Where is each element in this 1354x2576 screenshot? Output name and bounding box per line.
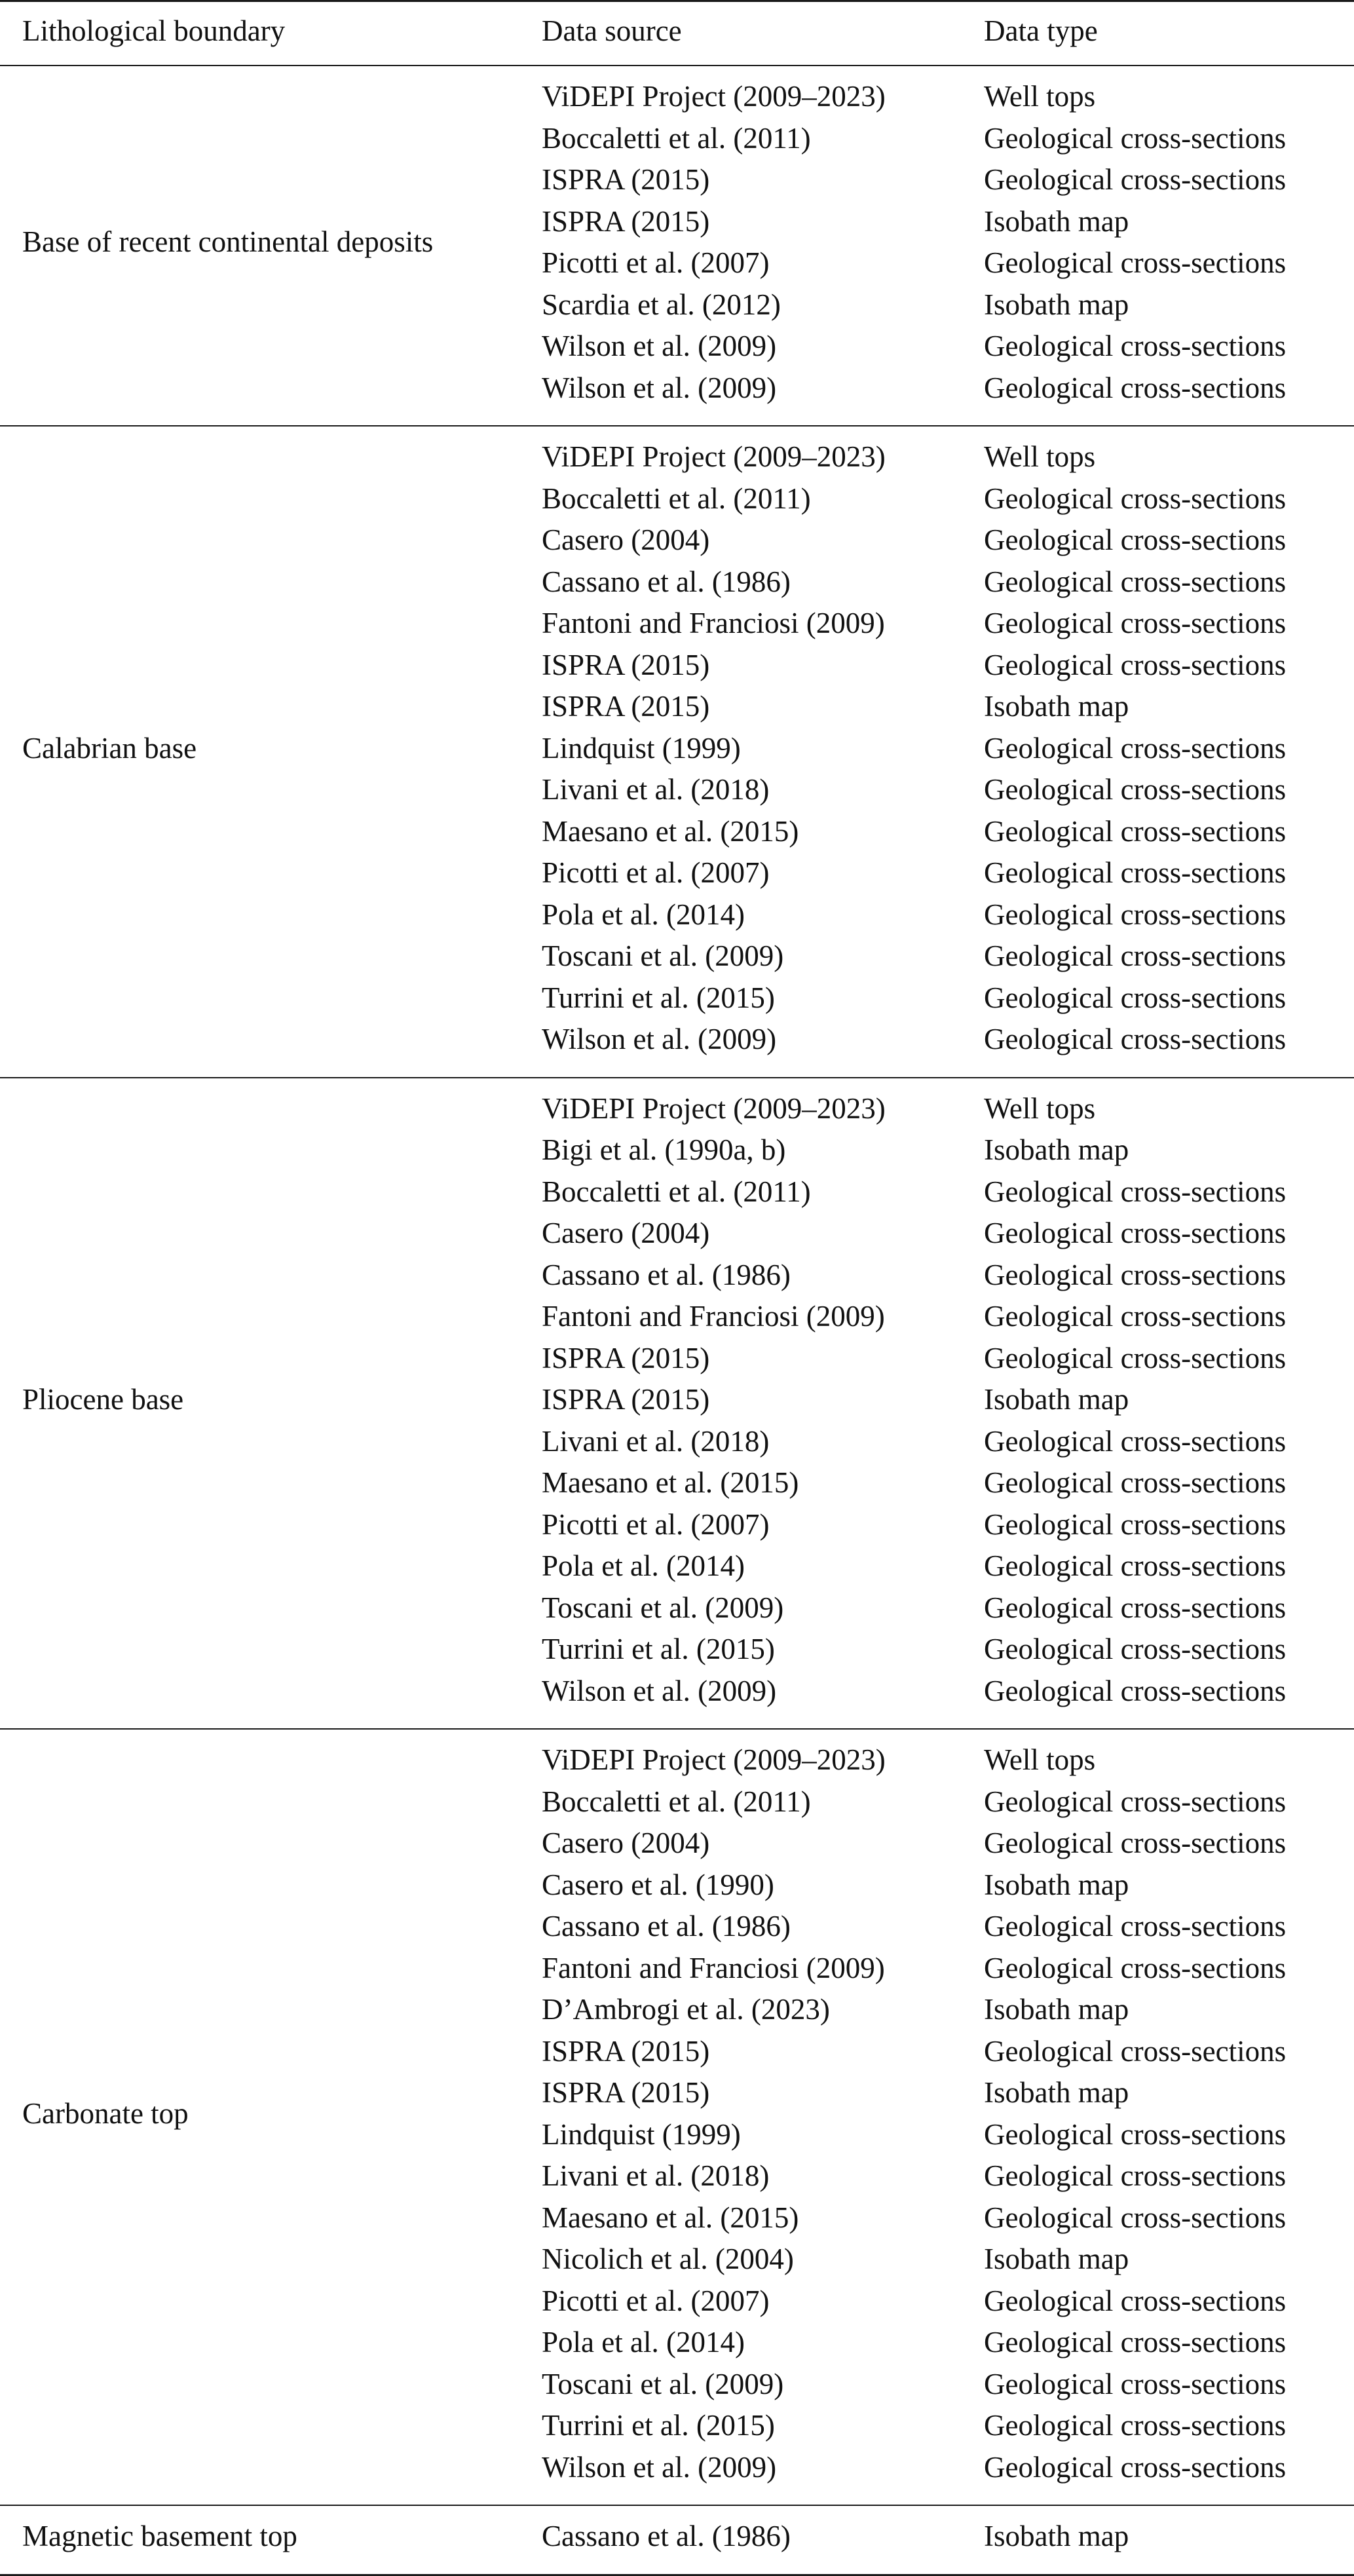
data-source-cell: Fantoni and Franciosi (2009) xyxy=(542,1300,885,1333)
data-source-cell: Maesano et al. (2015) xyxy=(542,2201,799,2234)
data-type-cell: Geological cross-sections xyxy=(984,898,1287,931)
data-type-cell: Geological cross-sections xyxy=(984,121,1287,155)
group-separator-rule xyxy=(0,425,1354,426)
header-data-source: Data source xyxy=(542,14,682,47)
data-source-cell: D’Ambrogi et al. (2023) xyxy=(542,1993,830,2026)
data-source-cell: Toscani et al. (2009) xyxy=(542,2367,784,2400)
data-type-cell: Well tops xyxy=(984,1091,1096,1125)
data-source-cell: Bigi et al. (1990a, b) xyxy=(542,1133,786,1166)
data-source-cell: Cassano et al. (1986) xyxy=(542,2520,791,2552)
data-type-cell: Isobath map xyxy=(984,2243,1129,2275)
data-source-cell: Picotti et al. (2007) xyxy=(542,246,770,279)
data-source-cell: Toscani et al. (2009) xyxy=(542,1591,784,1624)
data-source-cell: Livani et al. (2018) xyxy=(542,1424,770,1458)
lithological-boundary-label: Pliocene base xyxy=(22,1383,184,1416)
data-source-cell: Cassano et al. (1986) xyxy=(542,1910,791,1942)
data-source-cell: ISPRA (2015) xyxy=(542,163,710,196)
data-source-cell: Picotti et al. (2007) xyxy=(542,2284,770,2317)
data-source-cell: Pola et al. (2014) xyxy=(542,2326,745,2358)
data-source-cell: Fantoni and Franciosi (2009) xyxy=(542,607,885,639)
data-type-cell: Geological cross-sections xyxy=(984,1217,1287,1249)
data-source-cell: Maesano et al. (2015) xyxy=(542,1466,799,1499)
data-source-cell: Wilson et al. (2009) xyxy=(542,330,777,362)
data-source-cell: ISPRA (2015) xyxy=(542,204,710,238)
data-type-cell: Geological cross-sections xyxy=(984,1633,1287,1665)
data-type-cell: Geological cross-sections xyxy=(984,2409,1287,2442)
data-source-cell: Wilson et al. (2009) xyxy=(542,1023,777,1055)
data-type-cell: Geological cross-sections xyxy=(984,648,1287,681)
data-type-cell: Geological cross-sections xyxy=(984,856,1287,889)
data-source-cell: Wilson et al. (2009) xyxy=(542,2450,777,2484)
data-source-cell: ISPRA (2015) xyxy=(542,1341,710,1374)
data-type-cell: Geological cross-sections xyxy=(984,2117,1287,2151)
data-type-cell: Geological cross-sections xyxy=(984,1300,1287,1333)
data-source-cell: ISPRA (2015) xyxy=(542,2076,710,2109)
data-type-cell: Geological cross-sections xyxy=(984,814,1287,848)
data-source-cell: Nicolich et al. (2004) xyxy=(542,2243,794,2275)
lithological-boundary-label: Calabrian base xyxy=(22,731,197,765)
data-type-cell: Geological cross-sections xyxy=(984,246,1287,279)
data-type-cell: Geological cross-sections xyxy=(984,1507,1287,1541)
data-source-cell: ViDEPI Project (2009–2023) xyxy=(542,80,886,113)
data-type-cell: Geological cross-sections xyxy=(984,939,1287,972)
data-source-cell: Lindquist (1999) xyxy=(542,2117,741,2151)
data-type-cell: Geological cross-sections xyxy=(984,2034,1287,2068)
group-separator-rule xyxy=(0,1077,1354,1078)
data-source-cell: ViDEPI Project (2009–2023) xyxy=(542,1091,886,1125)
data-type-cell: Geological cross-sections xyxy=(984,1424,1287,1458)
data-source-cell: ISPRA (2015) xyxy=(542,690,710,723)
data-type-cell: Well tops xyxy=(984,1743,1096,1776)
data-type-cell: Geological cross-sections xyxy=(984,2159,1287,2192)
data-type-cell: Geological cross-sections xyxy=(984,2450,1287,2484)
data-source-cell: Cassano et al. (1986) xyxy=(542,565,791,598)
data-type-cell: Isobath map xyxy=(984,1868,1129,1901)
data-type-cell: Geological cross-sections xyxy=(984,981,1287,1014)
header-rule xyxy=(0,65,1354,66)
data-source-cell: Pola et al. (2014) xyxy=(542,1549,745,1582)
data-type-cell: Geological cross-sections xyxy=(984,607,1287,639)
data-type-cell: Geological cross-sections xyxy=(984,1591,1287,1624)
data-type-cell: Geological cross-sections xyxy=(984,1023,1287,1055)
data-type-cell: Geological cross-sections xyxy=(984,773,1287,806)
data-source-cell: ISPRA (2015) xyxy=(542,2034,710,2068)
lithological-boundary-label: Carbonate top xyxy=(22,2096,189,2130)
data-type-cell: Geological cross-sections xyxy=(984,1910,1287,1942)
data-source-cell: Boccaletti et al. (2011) xyxy=(542,1175,811,1208)
data-source-cell: Toscani et al. (2009) xyxy=(542,939,784,972)
data-type-cell: Geological cross-sections xyxy=(984,1175,1287,1208)
data-source-cell: Lindquist (1999) xyxy=(542,731,741,765)
data-type-cell: Geological cross-sections xyxy=(984,565,1287,598)
group-separator-rule xyxy=(0,2505,1354,2506)
data-type-cell: Isobath map xyxy=(984,1133,1129,1166)
data-type-cell: Geological cross-sections xyxy=(984,1341,1287,1374)
data-type-cell: Geological cross-sections xyxy=(984,482,1287,515)
data-type-cell: Geological cross-sections xyxy=(984,2284,1287,2317)
data-type-cell: Geological cross-sections xyxy=(984,2367,1287,2400)
top-rule xyxy=(0,0,1354,2)
data-source-cell: Fantoni and Franciosi (2009) xyxy=(542,1951,885,1984)
data-source-cell: Casero (2004) xyxy=(542,1217,710,1249)
data-source-cell: Picotti et al. (2007) xyxy=(542,1507,770,1541)
header-lithological-boundary: Lithological boundary xyxy=(22,14,286,47)
data-source-cell: Casero et al. (1990) xyxy=(542,1868,774,1901)
header-data-type: Data type xyxy=(984,14,1098,47)
data-type-cell: Geological cross-sections xyxy=(984,371,1287,404)
data-type-cell: Isobath map xyxy=(984,2076,1129,2109)
data-type-cell: Isobath map xyxy=(984,204,1129,238)
data-source-cell: Picotti et al. (2007) xyxy=(542,856,770,889)
data-type-cell: Geological cross-sections xyxy=(984,731,1287,765)
data-source-cell: Maesano et al. (2015) xyxy=(542,814,799,848)
data-type-cell: Geological cross-sections xyxy=(984,2326,1287,2358)
data-source-cell: Cassano et al. (1986) xyxy=(542,1258,791,1291)
data-type-cell: Geological cross-sections xyxy=(984,1466,1287,1499)
data-source-cell: ViDEPI Project (2009–2023) xyxy=(542,1743,886,1776)
data-source-cell: Boccaletti et al. (2011) xyxy=(542,121,811,155)
data-source-cell: Boccaletti et al. (2011) xyxy=(542,482,811,515)
data-type-cell: Geological cross-sections xyxy=(984,330,1287,362)
data-source-cell: Casero (2004) xyxy=(542,523,710,556)
data-source-cell: Casero (2004) xyxy=(542,1827,710,1859)
data-source-cell: Wilson et al. (2009) xyxy=(542,1674,777,1707)
data-source-cell: Turrini et al. (2015) xyxy=(542,981,775,1014)
group-separator-rule xyxy=(0,1728,1354,1730)
data-type-cell: Geological cross-sections xyxy=(984,1827,1287,1859)
data-type-cell: Well tops xyxy=(984,80,1096,113)
data-source-cell: ViDEPI Project (2009–2023) xyxy=(542,440,886,473)
data-source-cell: ISPRA (2015) xyxy=(542,648,710,681)
data-type-cell: Geological cross-sections xyxy=(984,1549,1287,1582)
data-type-cell: Geological cross-sections xyxy=(984,1785,1287,1818)
data-type-cell: Isobath map xyxy=(984,1383,1129,1416)
data-source-cell: Livani et al. (2018) xyxy=(542,2159,770,2192)
data-type-cell: Geological cross-sections xyxy=(984,2201,1287,2234)
data-source-cell: Pola et al. (2014) xyxy=(542,898,745,931)
data-type-cell: Isobath map xyxy=(984,2520,1129,2552)
data-type-cell: Geological cross-sections xyxy=(984,523,1287,556)
data-source-cell: ISPRA (2015) xyxy=(542,1383,710,1416)
lithological-boundary-label: Magnetic basement top xyxy=(22,2520,297,2552)
data-source-cell: Turrini et al. (2015) xyxy=(542,1633,775,1665)
data-type-cell: Well tops xyxy=(984,440,1096,473)
data-type-cell: Geological cross-sections xyxy=(984,163,1287,196)
data-type-cell: Isobath map xyxy=(984,1993,1129,2026)
data-type-cell: Geological cross-sections xyxy=(984,1258,1287,1291)
data-type-cell: Isobath map xyxy=(984,288,1129,321)
data-source-cell: Livani et al. (2018) xyxy=(542,773,770,806)
data-source-cell: Boccaletti et al. (2011) xyxy=(542,1785,811,1818)
data-type-cell: Geological cross-sections xyxy=(984,1674,1287,1707)
data-source-cell: Turrini et al. (2015) xyxy=(542,2409,775,2442)
data-type-cell: Geological cross-sections xyxy=(984,1951,1287,1984)
lithological-boundary-label: Base of recent continental deposits xyxy=(22,225,434,259)
data-source-cell: Wilson et al. (2009) xyxy=(542,371,777,404)
data-source-cell: Scardia et al. (2012) xyxy=(542,288,781,321)
data-type-cell: Isobath map xyxy=(984,690,1129,723)
